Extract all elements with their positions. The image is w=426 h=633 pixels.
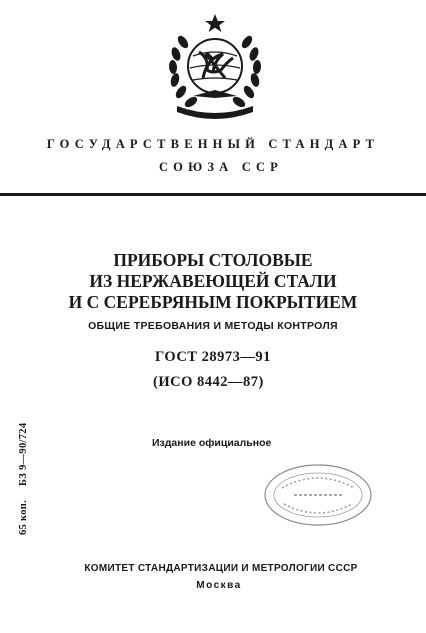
oval-library-stamp-icon (262, 462, 374, 528)
edition-note: Издание официальное (152, 437, 272, 449)
document-subtitle: ОБЩИЕ ТРЕБОВАНИЯ И МЕТОДЫ КОНТРОЛЯ (88, 320, 338, 332)
header-line-state-standard: ГОСУДАРСТВЕННЫЙ СТАНДАРТ (46, 137, 380, 151)
document-title-line-1: ПРИБОРЫ СТОЛОВЫЕ (113, 250, 313, 270)
document-title-line-3: И С СЕРЕБРЯНЫМ ПОКРЫТИЕМ (68, 292, 358, 312)
ussr-state-emblem-icon (163, 12, 267, 122)
order-code: БЗ 9—90/724 (18, 422, 29, 486)
horizontal-rule (0, 193, 426, 196)
publisher-committee: КОМИТЕТ СТАНДАРТИЗАЦИИ И МЕТРОЛОГИИ СССР (84, 563, 358, 574)
price-label: 65 коп. (18, 499, 29, 535)
publisher-city: Москва (196, 580, 242, 591)
document-title-line-2: ИЗ НЕРЖАВЕЮЩЕЙ СТАЛИ (89, 271, 337, 291)
gost-designation: ГОСТ 28973—91 (155, 349, 271, 365)
iso-designation: (ИСО 8442—87) (153, 374, 264, 390)
header-line-ussr: СОЮЗА ССР (158, 160, 284, 174)
side-price-and-code (18, 423, 29, 535)
